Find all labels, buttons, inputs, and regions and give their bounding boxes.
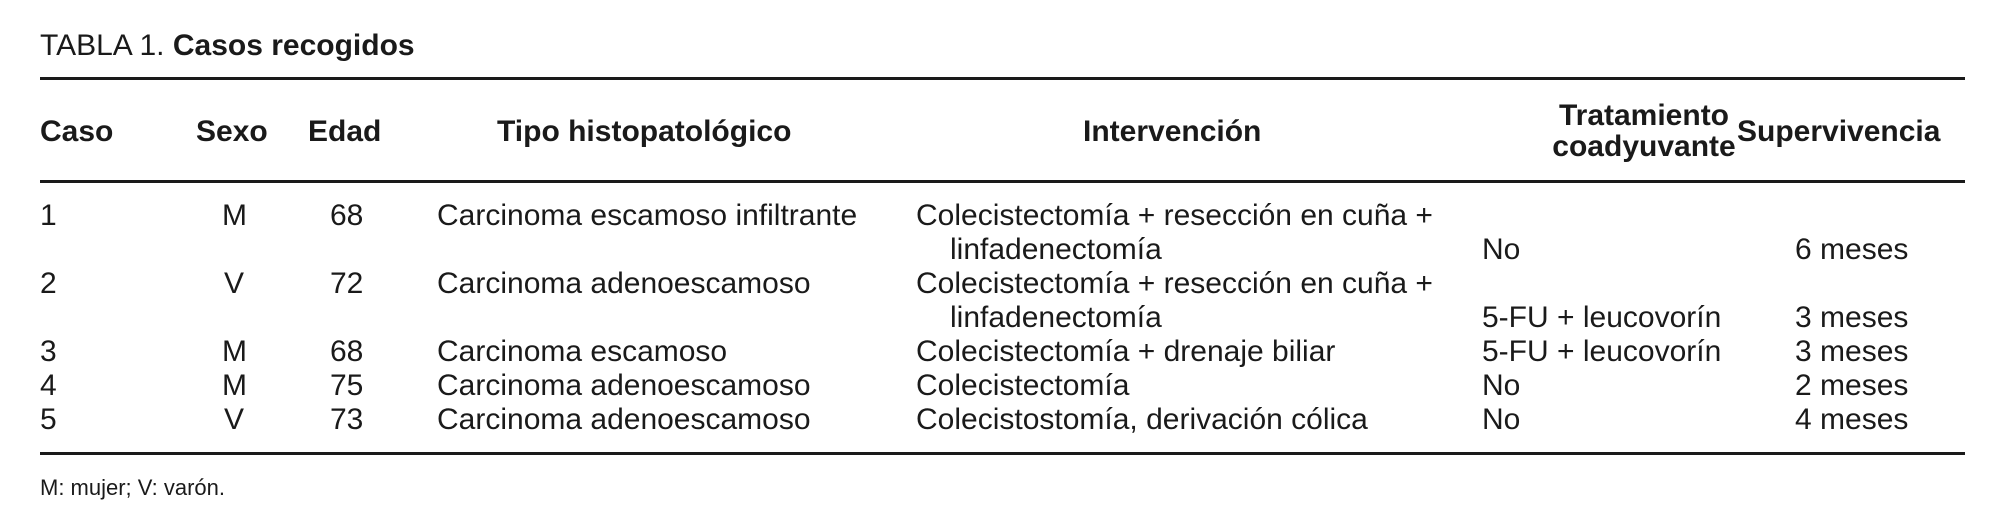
cell-edad: 75 — [330, 369, 364, 402]
cell-intervencion-line2: linfadenectomía — [950, 301, 1162, 334]
cell-edad: 72 — [330, 267, 364, 300]
table-footnote: M: mujer; V: varón. — [40, 475, 226, 500]
cell-supervivencia: 6 meses — [1795, 233, 1909, 266]
cell-edad: 73 — [330, 403, 364, 436]
cell-intervencion-line1: Colecistectomía + resección en cuña + — [916, 267, 1433, 300]
cell-tipo: Carcinoma adenoescamoso — [437, 267, 811, 300]
header-intervencion: Intervención — [1083, 115, 1262, 148]
table-title — [40, 26, 415, 66]
table-title-text: Casos recogidos — [172, 29, 415, 62]
cell-tipo: Carcinoma adenoescamoso — [437, 403, 811, 436]
header-caso: Caso — [40, 115, 114, 148]
cell-edad: 68 — [330, 335, 364, 368]
cell-tratamiento: 5-FU + leucovorín — [1482, 335, 1722, 368]
cell-tratamiento: No — [1482, 233, 1521, 266]
cell-caso: 4 — [40, 369, 57, 402]
cell-supervivencia: 3 meses — [1795, 301, 1909, 334]
header-supervivencia: Supervivencia — [1737, 115, 1941, 148]
cell-sexo: M — [222, 335, 247, 368]
cell-caso: 3 — [40, 335, 57, 368]
cell-intervencion-line1: Colecistectomía — [916, 369, 1130, 402]
cell-sexo: V — [224, 267, 245, 300]
cell-caso: 2 — [40, 267, 57, 300]
header-tratamiento-line1: Tratamiento — [1558, 99, 1730, 132]
cell-tratamiento: No — [1482, 369, 1521, 402]
header-rule — [40, 180, 1965, 183]
cell-tipo: Carcinoma adenoescamoso — [437, 369, 811, 402]
header-tratamiento-line2: coadyuvante — [1552, 130, 1736, 163]
cell-intervencion-line1: Colecistectomía + resección en cuña + — [916, 199, 1433, 232]
cell-edad: 68 — [330, 199, 364, 232]
top-rule — [40, 77, 1965, 80]
cell-supervivencia: 4 meses — [1795, 403, 1909, 436]
header-tratamiento — [1514, 100, 1774, 162]
cell-supervivencia: 3 meses — [1795, 335, 1909, 368]
cell-intervencion-line1: Colecistostomía, derivación cólica — [916, 403, 1368, 436]
cell-tratamiento: No — [1482, 403, 1521, 436]
cell-caso: 1 — [40, 199, 57, 232]
cell-supervivencia: 2 meses — [1795, 369, 1909, 402]
cell-sexo: M — [222, 369, 247, 402]
header-edad: Edad — [308, 115, 382, 148]
header-tipo: Tipo histopatológico — [497, 115, 792, 148]
cell-tipo: Carcinoma escamoso — [437, 335, 728, 368]
cell-sexo: V — [224, 403, 245, 436]
header-sexo: Sexo — [196, 115, 268, 148]
table-title-label: TABLA 1. — [40, 29, 165, 62]
cell-intervencion-line1: Colecistectomía + drenaje biliar — [916, 335, 1336, 368]
cell-intervencion-line2: linfadenectomía — [950, 233, 1162, 266]
cell-tipo: Carcinoma escamoso infiltrante — [437, 199, 858, 232]
cell-tratamiento: 5-FU + leucovorín — [1482, 301, 1722, 334]
cell-caso: 5 — [40, 403, 57, 436]
cell-sexo: M — [222, 199, 247, 232]
bottom-rule — [40, 452, 1965, 455]
